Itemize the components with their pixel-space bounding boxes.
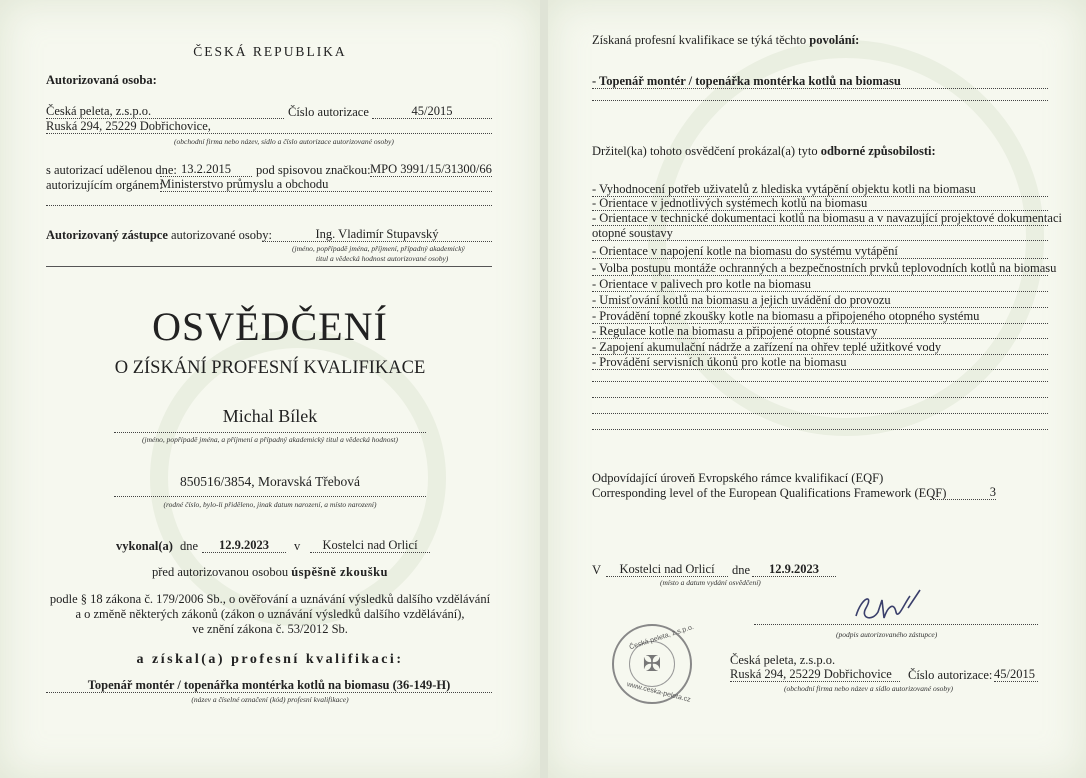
issue-place: Kostelci nad Orlicí	[606, 563, 728, 577]
eqf-level: 3	[930, 486, 996, 500]
granted-label: s autorizací udělenou dne:	[46, 163, 177, 177]
qualification-note: (název a číselné označení (kód) profesní kvalifikace)	[191, 695, 349, 704]
skill-item: - Orientace v palivech pro kotle na biomasu	[592, 278, 1048, 292]
birth-info-line	[114, 496, 426, 497]
skill-item: - Volba postupu montáže ochranných a bezpečnostních prvků teplovodních kotlů na biomasu	[592, 261, 1057, 275]
footer-org: Česká peleta, z.s.p.o.	[730, 653, 836, 667]
performed-label: vykonal(a)	[116, 539, 173, 553]
skill-item: otopné soustavy	[592, 227, 1048, 241]
certificate-front-page	[0, 0, 540, 778]
representative-note-1: (jméno, popřípadě jména, příjmení, případný akademický	[292, 244, 465, 253]
place-date-note: (místo a datum vydání osvědčení)	[660, 578, 761, 587]
skill-item: - Orientace v napojení kotle na biomasu do systému vytápění	[592, 245, 1048, 259]
stamp-emblem-icon: ✠	[629, 641, 675, 687]
signature-line	[754, 624, 1038, 625]
eqf-label-en: Corresponding level of the European Qualifications Framework (EQF)	[592, 486, 947, 500]
signature-note: (podpis autorizovaného zástupce)	[836, 630, 938, 639]
document-subtitle: O ZÍSKÁNÍ PROFESNÍ KVALIFIKACE	[114, 358, 426, 378]
law-line-1: podle § 18 zákona č. 179/2006 Sb., o ověřování a uznávání výsledků dalšího vzdělávání	[49, 592, 491, 606]
skill-item: - Orientace v jednotlivých systémech kotlů na biomasu	[592, 197, 1048, 211]
blank-line	[592, 100, 1048, 101]
issue-date: 12.9.2023	[752, 563, 836, 577]
organization-stamp	[612, 623, 695, 704]
exam-place-prefix: v	[294, 539, 301, 553]
blank-line	[592, 413, 1048, 414]
birth-note: (rodné číslo, bylo-li přiděleno, jinak datum narození, a místo narození)	[163, 500, 377, 509]
authority-label: autorizujícím orgánem:	[46, 178, 163, 192]
exam-date: 12.9.2023	[202, 539, 286, 553]
skill-item: - Regulace kotle na biomasu a připojené otopné soustavy	[592, 325, 1048, 339]
org-note: (obchodní firma nebo název, sídlo a číslo autorizace autorizované osoby)	[174, 137, 394, 146]
country-heading: ČESKÁ REPUBLIKA	[193, 44, 347, 59]
skill-item: - Provádění servisních úkonů pro kotle na biomasu	[592, 356, 1048, 370]
file-number: MPO 3991/15/31300/66	[370, 162, 492, 176]
authorized-person-label: Autorizovaná osoba:	[46, 73, 157, 87]
skill-item: - Provádění topné zkoušky kotle na biomasu a připojeného otopného systému	[592, 310, 1048, 324]
holder-note: (jméno, popřípadě jména, a příjmení a případný akademický titul a vědecká hodnost)	[142, 435, 398, 444]
birth-info: 850516/3854, Moravská Třebová	[179, 474, 361, 489]
footer-note: (obchodní firma nebo název a sídlo autorizované osoby)	[784, 684, 953, 693]
eqf-label-cz: Odpovídající úroveň Evropského rámce kvalifikací (EQF)	[592, 471, 884, 485]
exam-statement: před autorizovanou osobou úspěšně zkoušku	[152, 565, 388, 579]
skills-intro: Držitel(ka) tohoto osvědčení prokázal(a) tyto odborné způsobilosti:	[592, 144, 936, 158]
org-address: Ruská 294, 25229 Dobřichovice,	[46, 120, 492, 134]
stamp-text-bottom: www.ceska-peleta.cz	[626, 681, 692, 704]
holder-name-line	[114, 432, 426, 433]
issue-date-label: dne	[732, 563, 751, 577]
divider-line	[46, 266, 492, 267]
issue-place-prefix: V	[592, 563, 602, 577]
blank-line	[46, 205, 492, 206]
exam-place: Kostelci nad Orlicí	[310, 539, 430, 553]
representative-label: Autorizovaný zástupce autorizované osoby:	[46, 228, 273, 242]
file-label: pod spisovou značkou:	[256, 163, 371, 177]
law-line-2: a o změně některých zákonů (zákon o uznávání výsledků dalšího vzdělávání),	[75, 607, 465, 621]
stamp-text-top: Česká peleta, z.s.p.o.	[628, 623, 695, 652]
occupation-item: - Topenář montér / topenářka montérka kotlů na biomasu	[592, 75, 1048, 89]
skill-item: - Vyhodnocení potřeb uživatelů z hlediska vytápění objektu kotli na biomasu	[592, 183, 1048, 197]
auth-number: 45/2015	[372, 105, 492, 119]
certificate-back-page	[548, 0, 1086, 778]
holder-name: Michal Bílek	[222, 406, 318, 426]
obtained-heading: a získal(a) profesní kvalifikaci:	[136, 652, 404, 667]
representative-note-2: titul a vědecká hodnost autorizované osoby)	[316, 254, 449, 263]
auth-number-label: Číslo autorizace	[288, 105, 369, 119]
blank-line	[592, 397, 1048, 398]
document-title: OSVĚDČENÍ	[152, 304, 388, 349]
law-line-3: ve znění zákona č. 53/2012 Sb.	[192, 622, 348, 636]
granted-date: 13.2.2015	[160, 163, 252, 177]
footer-auth-label: Číslo autorizace:	[908, 668, 993, 682]
org-name: Česká peleta, z.s.p.o.	[46, 105, 284, 119]
skill-item: - Umisťování kotlů na biomasu a jejich uvádění do provozu	[592, 294, 1048, 308]
footer-auth-number: 45/2015	[994, 668, 1038, 682]
occupation-intro: Získaná profesní kvalifikace se týká těchto povolání:	[592, 33, 860, 47]
signature	[848, 586, 938, 628]
qualification-name: Topenář montér / topenářka montérka kotlů na biomasu (36-149-H)	[46, 679, 492, 693]
footer-address: Ruská 294, 25229 Dobřichovice	[730, 668, 900, 682]
skill-item: - Zapojení akumulační nádrže a zařízení na ohřev teplé užitkové vody	[592, 341, 1048, 355]
blank-line	[592, 381, 1048, 382]
blank-line	[592, 429, 1048, 430]
skill-item: - Orientace v technické dokumentaci kotlů na biomasu a v navazující projektové dokumentaci	[592, 211, 1062, 225]
performed-date-label: dne	[180, 539, 199, 553]
representative-name: Ing. Vladimír Stupavský	[262, 228, 492, 242]
authority: Ministerstvo průmyslu a obchodu	[160, 178, 492, 192]
